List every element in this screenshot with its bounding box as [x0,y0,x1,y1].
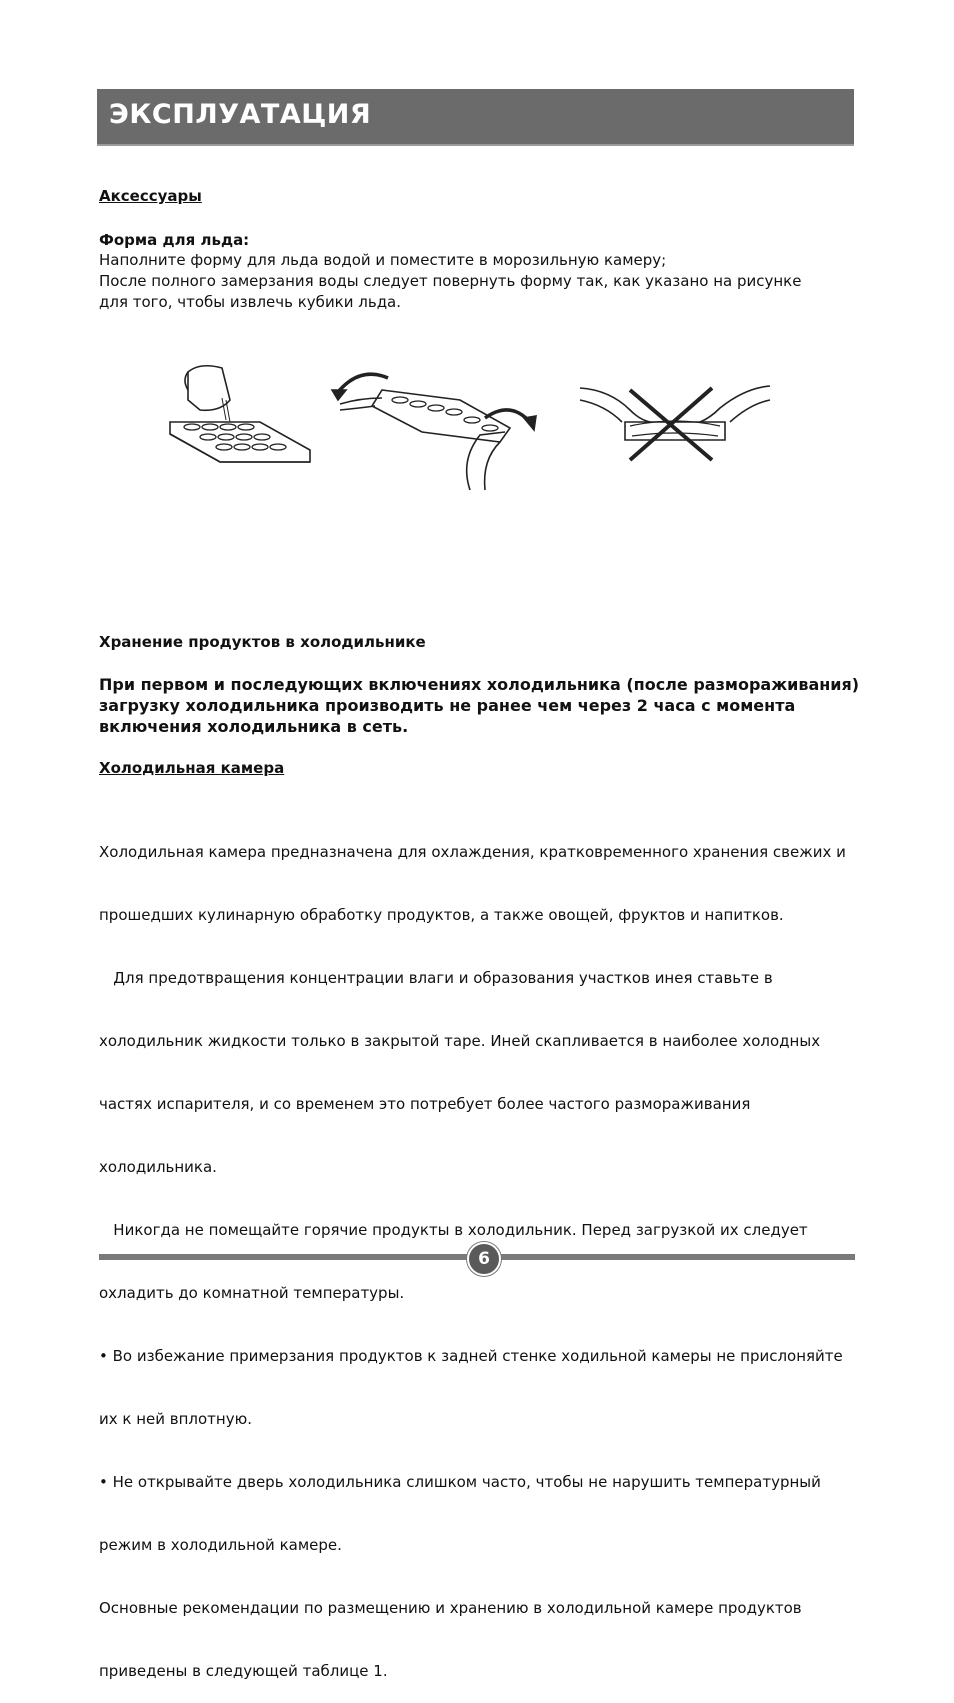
paragraph-line: Наполните форму для льда водой и поместите в морозильную камеру; [99,251,667,269]
paragraph-line: • Не открывайте дверь холодильника слишком часто, чтобы не нарушить температурный [99,1473,821,1491]
paragraph-line: холодильника. [99,1158,217,1176]
fill-tray-illustration [170,366,310,462]
twist-tray-illustration [332,374,536,490]
paragraph-line: Основные рекомендации по размещению и хранению в холодильной камере продуктов [99,1599,802,1617]
ice-tray-title: Форма для льда: [99,231,250,249]
ice-tray-illustration [160,360,790,500]
warning-line: загрузку холодильника производить не ранее чем через 2 часа с момента [99,696,796,715]
paragraph-line: После полного замерзания воды следует повернуть форму так, как указано на рисунке [99,272,802,290]
storage-heading: Хранение продуктов в холодильнике [99,633,426,651]
paragraph-line: режим в холодильной камере. [99,1536,342,1554]
section-header-bar [97,89,854,146]
paragraph-line: холодильник жидкости только в закрытой таре. Иней скапливается в наиболее холодных [99,1032,821,1050]
paragraph-line: для того, чтобы извлечь кубики льда. [99,293,402,311]
accessories-heading: Аксессуары [99,187,202,205]
paragraph-line: • Во избежание примерзания продуктов к задней стенке ходильной камеры не прислоняйте [99,1347,843,1365]
wrong-way-illustration [580,386,770,460]
section-title: ЭКСПЛУАТАЦИЯ [109,99,372,130]
paragraph-line: Холодильная камера предназначена для охлаждения, кратковременного хранения свежих и [99,843,846,861]
paragraph-line: Никогда не помещайте горячие продукты в холодильник. Перед загрузкой их следует [99,1221,808,1239]
paragraph-line: их к ней вплотную. [99,1410,253,1428]
paragraph-line: охладить до комнатной температуры. [99,1284,405,1302]
warning-line: включения холодильника в сеть. [99,717,409,736]
storage-warning [99,674,859,737]
ice-tray-paragraph [99,250,801,313]
paragraph-line: прошедших кулинарную обработку продуктов, а также овощей, фруктов и напитков. [99,906,784,924]
paragraph-line: приведены в следующей таблице 1. [99,1662,388,1680]
warning-line: При первом и последующих включениях холодильника (после размораживания) [99,675,860,694]
paragraph-line: частях испарителя, и со временем это потребует более частого размораживания [99,1095,751,1113]
paragraph-line: Для предотвращения концентрации влаги и образования участков инея ставьте в [99,969,773,987]
page-number: 6 [467,1242,501,1276]
fridge-heading: Холодильная камера [99,759,285,777]
